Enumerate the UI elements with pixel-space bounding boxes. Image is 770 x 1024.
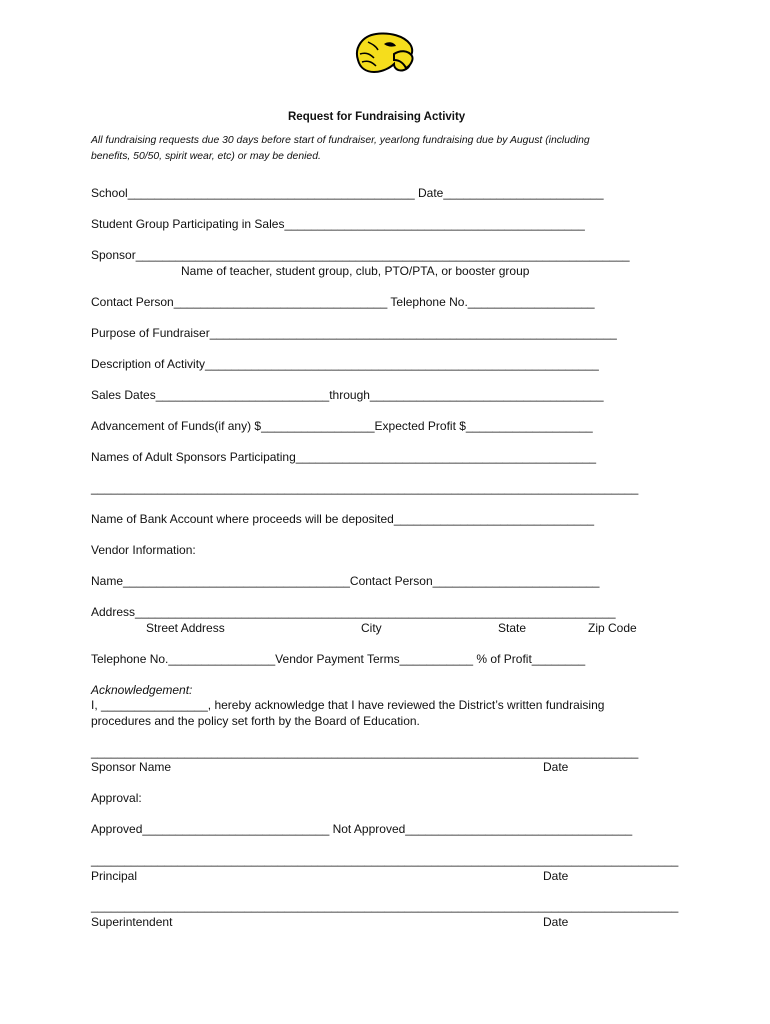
- acknowledgement-heading: Acknowledgement:: [91, 683, 193, 697]
- bank-account-field[interactable]: Name of Bank Account where proceeds will be deposited______________________________: [91, 512, 595, 526]
- superintendent-signature-line[interactable]: ________________________________________________________________________________________: [91, 899, 679, 913]
- vendor-telephone-terms-field[interactable]: Telephone No.________________Vendor Payment Terms___________ % of Profit________: [91, 652, 586, 666]
- sponsor-date-label: Date: [543, 760, 569, 774]
- adult-sponsors-field[interactable]: Names of Adult Sponsors Participating_____________________________________________: [91, 450, 597, 464]
- student-group-field[interactable]: Student Group Participating in Sales_____________________________________________: [91, 217, 585, 231]
- eagle-logo-icon: [350, 30, 420, 76]
- approved-not-approved-field[interactable]: Approved____________________________ Not Approved__________________________________: [91, 822, 633, 836]
- vendor-info-heading: Vendor Information:: [91, 543, 196, 557]
- sales-dates-field[interactable]: Sales Dates__________________________through___________________________________: [91, 388, 604, 402]
- state-label: State: [498, 621, 527, 635]
- approval-heading: Approval:: [91, 791, 142, 805]
- school-date-field[interactable]: School___________________________________________ Date________________________: [91, 186, 604, 200]
- sponsor-name-label: Sponsor Name: [91, 760, 172, 774]
- acknowledgement-line-1[interactable]: I, ________________, hereby acknowledge that I have reviewed the District’s written fundraising: [91, 698, 605, 712]
- principal-label: Principal: [91, 869, 138, 883]
- adult-sponsors-blank-line[interactable]: __________________________________________________________________________________: [91, 481, 639, 495]
- form-title: Request for Fundraising Activity: [288, 111, 466, 123]
- city-label: City: [361, 621, 382, 635]
- sponsor-field[interactable]: Sponsor__________________________________________________________________________: [91, 248, 630, 262]
- address-field[interactable]: Address________________________________________________________________________: [91, 605, 616, 619]
- acknowledgement-line-2: procedures and the policy set forth by the Board of Education.: [91, 714, 420, 728]
- sponsor-note: Name of teacher, student group, club, PTO/PTA, or booster group: [181, 264, 530, 278]
- description-field[interactable]: Description of Activity___________________________________________________________: [91, 357, 599, 371]
- advancement-profit-field[interactable]: Advancement of Funds(if any) $_________________Expected Profit $___________________: [91, 419, 593, 433]
- superintendent-label: Superintendent: [91, 915, 173, 929]
- vendor-name-contact-field[interactable]: Name__________________________________Contact Person_________________________: [91, 574, 600, 588]
- superintendent-date-label: Date: [543, 915, 569, 929]
- intro-line-2: benefits, 50/50, spirit wear, etc) or may be denied.: [91, 151, 321, 162]
- principal-signature-line[interactable]: ________________________________________________________________________________________: [91, 853, 679, 867]
- zip-code-label: Zip Code: [588, 621, 637, 635]
- intro-line-1: All fundraising requests due 30 days before start of fundraiser, yearlong fundraising due by August (including: [91, 135, 590, 146]
- principal-date-label: Date: [543, 869, 569, 883]
- contact-telephone-field[interactable]: Contact Person________________________________ Telephone No.___________________: [91, 295, 595, 309]
- street-address-label: Street Address: [146, 621, 225, 635]
- purpose-field[interactable]: Purpose of Fundraiser_____________________________________________________________: [91, 326, 617, 340]
- sponsor-signature-line[interactable]: __________________________________________________________________________________: [91, 745, 639, 759]
